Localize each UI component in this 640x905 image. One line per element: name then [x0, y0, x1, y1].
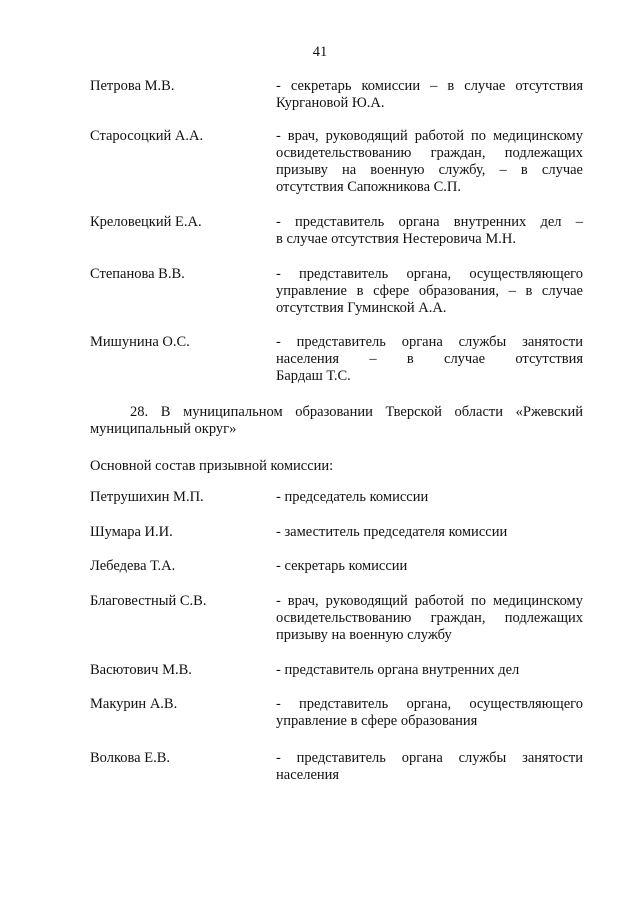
member-name: Петрова М.В. — [90, 78, 175, 94]
member-role-line: - председатель комиссии — [276, 489, 429, 505]
member-role-line: населения — [276, 767, 340, 783]
member-role-line: - заместитель председателя комиссии — [276, 524, 508, 540]
member-role-line: - представитель органа, осуществляющего — [276, 266, 583, 282]
subheading — [90, 458, 583, 475]
member-name: Петрушихин М.П. — [90, 489, 204, 505]
member-role — [276, 662, 583, 679]
member-role — [276, 266, 583, 317]
member-name: Мишунина О.С. — [90, 334, 190, 350]
member-role-line: Бардаш Т.С. — [276, 368, 351, 384]
member-role — [276, 750, 583, 784]
member-name: Васютович М.В. — [90, 662, 192, 678]
member-role-line: - представитель органа, осуществляющего — [276, 696, 583, 712]
member-role-line: населения – в случае отсутствия — [276, 351, 583, 367]
member-role — [276, 489, 583, 506]
member-role-line: - секретарь комиссии — [276, 558, 408, 574]
member-name: Благовестный С.В. — [90, 593, 207, 609]
member-role-line: Кургановой Ю.А. — [276, 95, 385, 111]
member-role-line: - представитель органа внутренних дел — [276, 662, 520, 678]
member-role-line: - врач, руководящий работой по медицинскому — [276, 128, 583, 144]
member-role — [276, 214, 583, 248]
member-role-line: призыву на военную службу, – в случае — [276, 162, 583, 178]
member-role — [276, 593, 583, 644]
member-role-line: - врач, руководящий работой по медицинскому — [276, 593, 583, 609]
member-role — [276, 696, 583, 730]
member-name: Макурин А.В. — [90, 696, 178, 712]
subheading-text: Основной состав призывной комиссии: — [90, 458, 334, 474]
member-name: Степанова В.В. — [90, 266, 185, 282]
member-role-line: - представитель органа внутренних дел – — [276, 214, 583, 230]
member-role — [276, 334, 583, 385]
member-role — [276, 128, 583, 196]
member-role-line: - секретарь комиссии – в случае отсутствия — [276, 78, 583, 94]
member-role — [276, 558, 583, 575]
member-name: Старосоцкий А.А. — [90, 128, 204, 144]
member-role-line: - представитель органа службы занятости — [276, 334, 583, 350]
member-role-line: отсутствия Гуминской А.А. — [276, 300, 447, 316]
page-number: 41 — [312, 44, 328, 60]
section-heading-line-1: 28. В муниципальном образовании Тверской области «Ржевский — [130, 404, 583, 420]
section-heading-line-2: муниципальный округ» — [90, 421, 237, 437]
member-role-line: в случае отсутствия Нестеровича М.Н. — [276, 231, 516, 247]
member-name: Волкова Е.В. — [90, 750, 171, 766]
member-role-line: призыву на военную службу — [276, 627, 452, 643]
member-name: Шумара И.И. — [90, 524, 173, 540]
section-heading — [90, 404, 583, 438]
member-name: Лебедева Т.А. — [90, 558, 176, 574]
member-role-line: управление в сфере образования, – в случае — [276, 283, 583, 299]
member-role — [276, 78, 583, 112]
member-role-line: освидетельствованию граждан, подлежащих — [276, 610, 583, 626]
member-role-line: отсутствия Сапожникова С.П. — [276, 179, 462, 195]
member-name: Креловецкий Е.А. — [90, 214, 202, 230]
member-role-line: управление в сфере образования — [276, 713, 478, 729]
member-role-line: - представитель органа службы занятости — [276, 750, 583, 766]
member-role-line: освидетельствованию граждан, подлежащих — [276, 145, 583, 161]
member-role — [276, 524, 583, 541]
